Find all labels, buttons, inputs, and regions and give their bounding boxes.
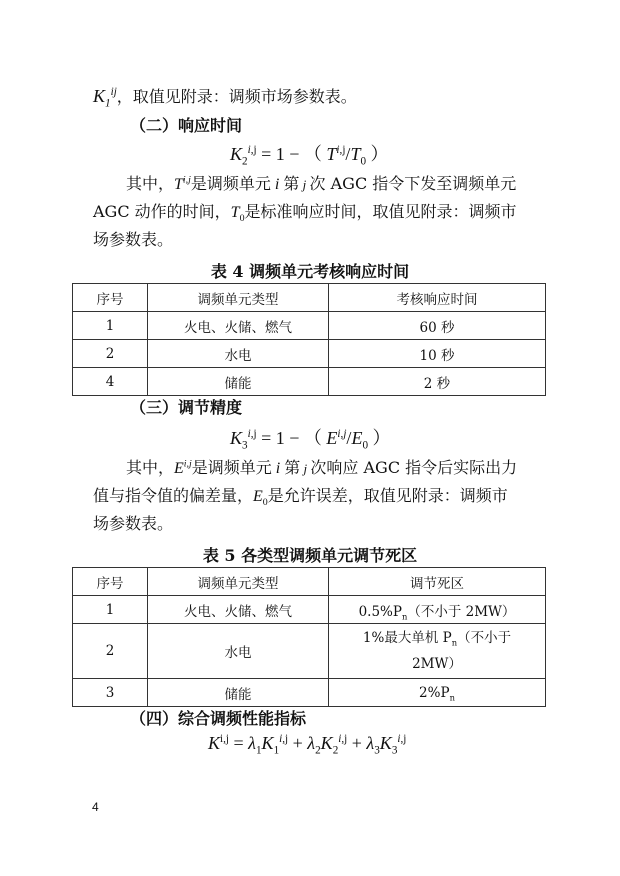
table-cell: 1: [73, 596, 148, 624]
section-heading-overall-index: （四）综合调频性能指标: [130, 709, 307, 728]
table5: [72, 567, 546, 707]
table-row: [73, 368, 546, 396]
paragraph-accuracy-line1: 其中，E$^{i,j}$是调频单元 i 第 j 次响应 AGC 指令后实际出力: [126, 458, 518, 477]
table-cell: 水电: [148, 340, 329, 368]
table-row: [73, 312, 546, 340]
paragraph-accuracy-line2: 值与指令值的偏差量，$E_0$是允许误差，取值见附录：调频市: [93, 486, 508, 509]
table-row: [73, 624, 546, 679]
table-cell: 2: [73, 340, 148, 368]
table-header-cell: 序号: [73, 284, 148, 312]
formula-k-overall: $K^{i,j} = \lambda_1K_1^{i,j} + \lambda_2K_2^{i,j} + \lambda_3K_3^{i,j}$: [208, 733, 407, 757]
table-row: [73, 340, 546, 368]
table-header-cell: 调频单元类型: [148, 284, 329, 312]
formula-k2: $K_2^{i,j} = 1$ − （ $T^{i,j}/T_0$ ）: [230, 144, 389, 168]
table-cell: 1: [73, 312, 148, 340]
line-k1-text: ，取值见附录：调频市场参数表。: [116, 87, 357, 106]
table4-caption: 表 4 调频单元考核响应时间: [210, 262, 410, 281]
table-row: [73, 596, 546, 624]
table-cell: 2 秒: [329, 368, 546, 396]
paragraph-response-line2: AGC 动作的时间，$T_0$是标准响应时间，取值见附录：调频市: [93, 202, 517, 225]
table-cell: 2: [73, 624, 148, 679]
table-cell: 火电、火储、燃气: [148, 596, 329, 624]
table-cell: 4: [73, 368, 148, 396]
table-cell: 1%最大单机 $P_n$（不小于 2MW）: [329, 624, 546, 679]
table-cell: 3: [73, 679, 148, 707]
table-header-cell: 调节死区: [329, 568, 546, 596]
paragraph-accuracy-line3: 场参数表。: [93, 514, 174, 533]
table-row: [73, 679, 546, 707]
paragraph-response-line1: 其中，T$^{i,j}$是调频单元 i 第 j 次 AGC 指令下发至调频单元: [126, 174, 517, 193]
table-cell: $0.5\%P_n$（不小于 2MW）: [329, 596, 546, 624]
table4: [72, 283, 546, 396]
line-k1-ref: [93, 84, 357, 109]
page-number: 4: [92, 800, 99, 814]
table-header-row: [73, 284, 546, 312]
table-cell: 水电: [148, 624, 329, 679]
table-header-cell: 调频单元类型: [148, 568, 329, 596]
table-cell: 火电、火储、燃气: [148, 312, 329, 340]
formula-k3: $K_3^{i,j} = 1$ − （ $E^{i,j}/E_0$ ）: [230, 428, 391, 452]
paragraph-response-line3: 场参数表。: [93, 230, 174, 249]
table-cell: 储能: [148, 368, 329, 396]
table-header-cell: 序号: [73, 568, 148, 596]
symbol-k1ij: $K_1^{ij}$: [93, 86, 117, 110]
table-cell: 储能: [148, 679, 329, 707]
table-cell: $2\%P_n$: [329, 679, 546, 707]
section-heading-response-time: （二）响应时间: [130, 116, 243, 135]
table-header-row: [73, 568, 546, 596]
table-header-cell: 考核响应时间: [329, 284, 546, 312]
section-heading-accuracy: （三）调节精度: [130, 398, 243, 417]
table-cell: 60 秒: [329, 312, 546, 340]
table-cell: 10 秒: [329, 340, 546, 368]
table5-caption: 表 5 各类型调频单元调节死区: [202, 546, 418, 565]
